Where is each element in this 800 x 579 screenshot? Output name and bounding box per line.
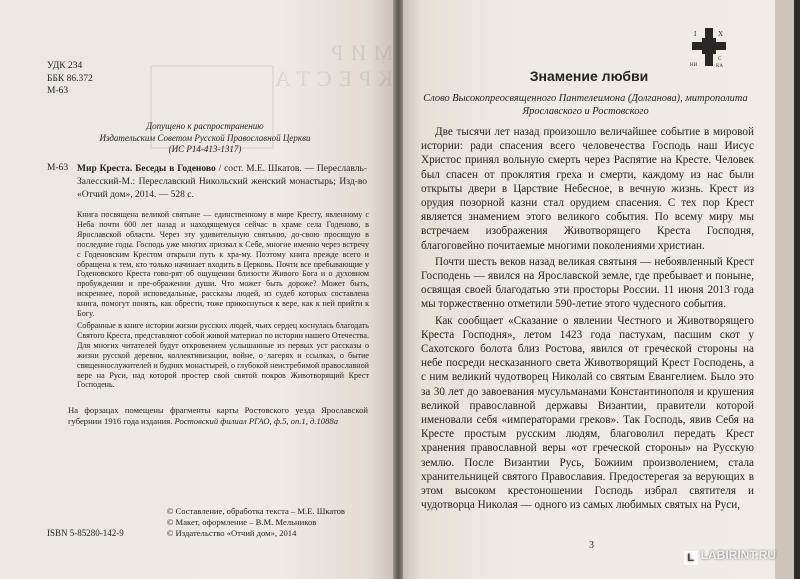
emblem-letter: Х xyxy=(718,30,724,38)
endpaper-text: На форзацах помещены фрагменты карты Ростовского уезда Ярославской губернии 1916 года издания. xyxy=(68,405,368,426)
body-paragraph: Как сообщает «Сказание о явлении Честного и Животворящего Креста Господня», летом 1423 года пастухам, пасшим скот у Сахотского болота близ Ростова, явился от греческой стороны на небе посреди несказанного света Животворящий Крест Господень, а с ним великий чудотворец Николай со святым Евангелием. Было это за 30 лет до завоевания мусульманами Константинополя и крушения великой православной державы Византии, правители которой именовали себя «императорами греков». Так Господь, явив Себя на Кресте простым русским людям, благоволил передать Крест хранения православной веры «от греческой стороны» на Русскую землю. После Византии Русь, Божиим произволением, стала хранительницей святого Православия. Предостерегая за верующих в этом высоком крестоношении Господь избрал святителя и чудотворца Николая — одного из самых любимых святых на Руси, xyxy=(421,314,754,512)
annotation-paragraph: Книга посвящена великой святыне — единственному в мире Кресту, явленному с Неба почти 600 лет назад и находящемуся сейчас в храме села Годеново, в Ярославской области. Через эту удивительную святыню, до-свою просящую в последние годы. Господь уже многих призвал к Себе, многие именно через встречу с Годеновским Крестом открыли путь к хра-му. Поэтому книга прежде всего и обращена к тем, кто только начинает входить в Церковь. Почти все пребывающие у Годеновского Креста гово-рят об ощущении близости Живого Бога и о духовном пробуждении и пре-ображении души. Что может быть дороже? Может быть, искреннее, порой исповедальные, рассказы людей, из судеб которых составлена книга, помогут понять, как обрести, тоже прикоснуться к вере, как к ней прийти к Богу. xyxy=(77,210,369,319)
entry-code: М-63 xyxy=(47,163,69,173)
emblem-letter: КА xyxy=(716,64,723,68)
udk-code: УДК 234 xyxy=(47,61,83,71)
annotation-paragraph: Собранные в книге истории жизни русских людей, чьих сердец коснулась благодать Святого Креста, представляют собой живой материал по истории нашего Отечества. Для многих читателей будут откровением услышанные из первых уст рассказы о жизни русской деревни, коллективизации, войне, о лагерях и ссылках, о бытие священнослужителей и буднях монастырей, о глубокой неистребимой православной вере на Руси, над которой простер свой святой покров Животворящий Крест Господень. xyxy=(77,320,369,390)
body-paragraph: Две тысячи лет назад произошло величайшее событие в мировой истории: ради спасения всего человечества Господь наш Иисус Христос принял вольную смерть через Распятие на Кресте. Человек был спасен от проклятия греха и смерти, каждому из нас были открыты двери в Царствие Небесное, в вечную жизнь. Крест из орудия позорной казни стал орудием спасения. С тех пор Крест является знамением этого великого события. По всему миру мы встречаем изображения Животворящего Креста Господня, благоговейно почитаемые многими поколениями христиан. xyxy=(421,126,754,252)
classification-codes xyxy=(47,60,93,98)
bbk-code: ББК 86.372 xyxy=(47,73,93,84)
bibliographic-details: / сост. М.Е. Шкатов. — Переславль-Залесский-М.: Переславский Никольский женский монастырь; Изд-во «Отчий дом», 2014. — 528 с. xyxy=(77,164,367,200)
right-page xyxy=(403,0,775,579)
annotation xyxy=(77,210,369,390)
page-number: 3 xyxy=(589,540,594,551)
cross-emblem-icon xyxy=(688,26,730,68)
book-gutter xyxy=(393,0,403,579)
emblem-letter: С xyxy=(718,57,722,62)
emblem-letter: НИ xyxy=(690,63,698,68)
watermark-text: LABIRINT.RU xyxy=(700,548,776,562)
copyright-line: © Составление, обработка текста – М.Е. Шкатов xyxy=(166,506,345,516)
endpaper-source: Ростовский филиал РГАО, ф.5, оп.1, д.1088а xyxy=(174,416,338,426)
copyright-line: © Макет, оформление – В.М. Мельников xyxy=(166,517,317,528)
show-through-title: МИР КРЕСТА xyxy=(267,40,393,91)
copyright-line: © Издательство «Отчий дом», 2014 xyxy=(166,528,297,539)
emblem-letter: І xyxy=(694,30,697,38)
left-page xyxy=(0,0,393,579)
labirint-logo-icon: L xyxy=(684,551,698,565)
permit-line: Допущено к распространению xyxy=(146,121,264,131)
site-watermark xyxy=(684,548,776,565)
book-title: Мир Креста. Беседы в Годеново xyxy=(77,164,216,174)
permit-line: Издательским Советом Русской Православной Церкви xyxy=(99,132,311,143)
chapter-title: Знамение любви xyxy=(529,68,649,84)
chapter-body xyxy=(421,125,754,514)
page-edges xyxy=(775,0,800,579)
isbn: ISBN 5-85280-142-9 xyxy=(47,528,124,538)
chapter-subtitle: Слово Высокопреосвященного Пантелеимона (Долганова), митрополита Ярославского и Ростовского xyxy=(423,93,748,117)
body-paragraph: Почти шесть веков назад великая святыня — небоявленный Крест Господень — явился на Ярославской земле, где пребывает и поныне, освящая своей благодатью эти просторы России. 11 июня 2013 года мы торжественно отметили 590-летие этого чудесного события. xyxy=(421,255,754,311)
author-mark: М-63 xyxy=(47,86,69,96)
church-permit xyxy=(55,121,355,156)
endpaper-note xyxy=(68,405,368,427)
copyright-block xyxy=(167,506,345,540)
bibliographic-entry xyxy=(77,163,367,202)
permit-line: (ИС Р14-413-1317) xyxy=(168,144,242,154)
